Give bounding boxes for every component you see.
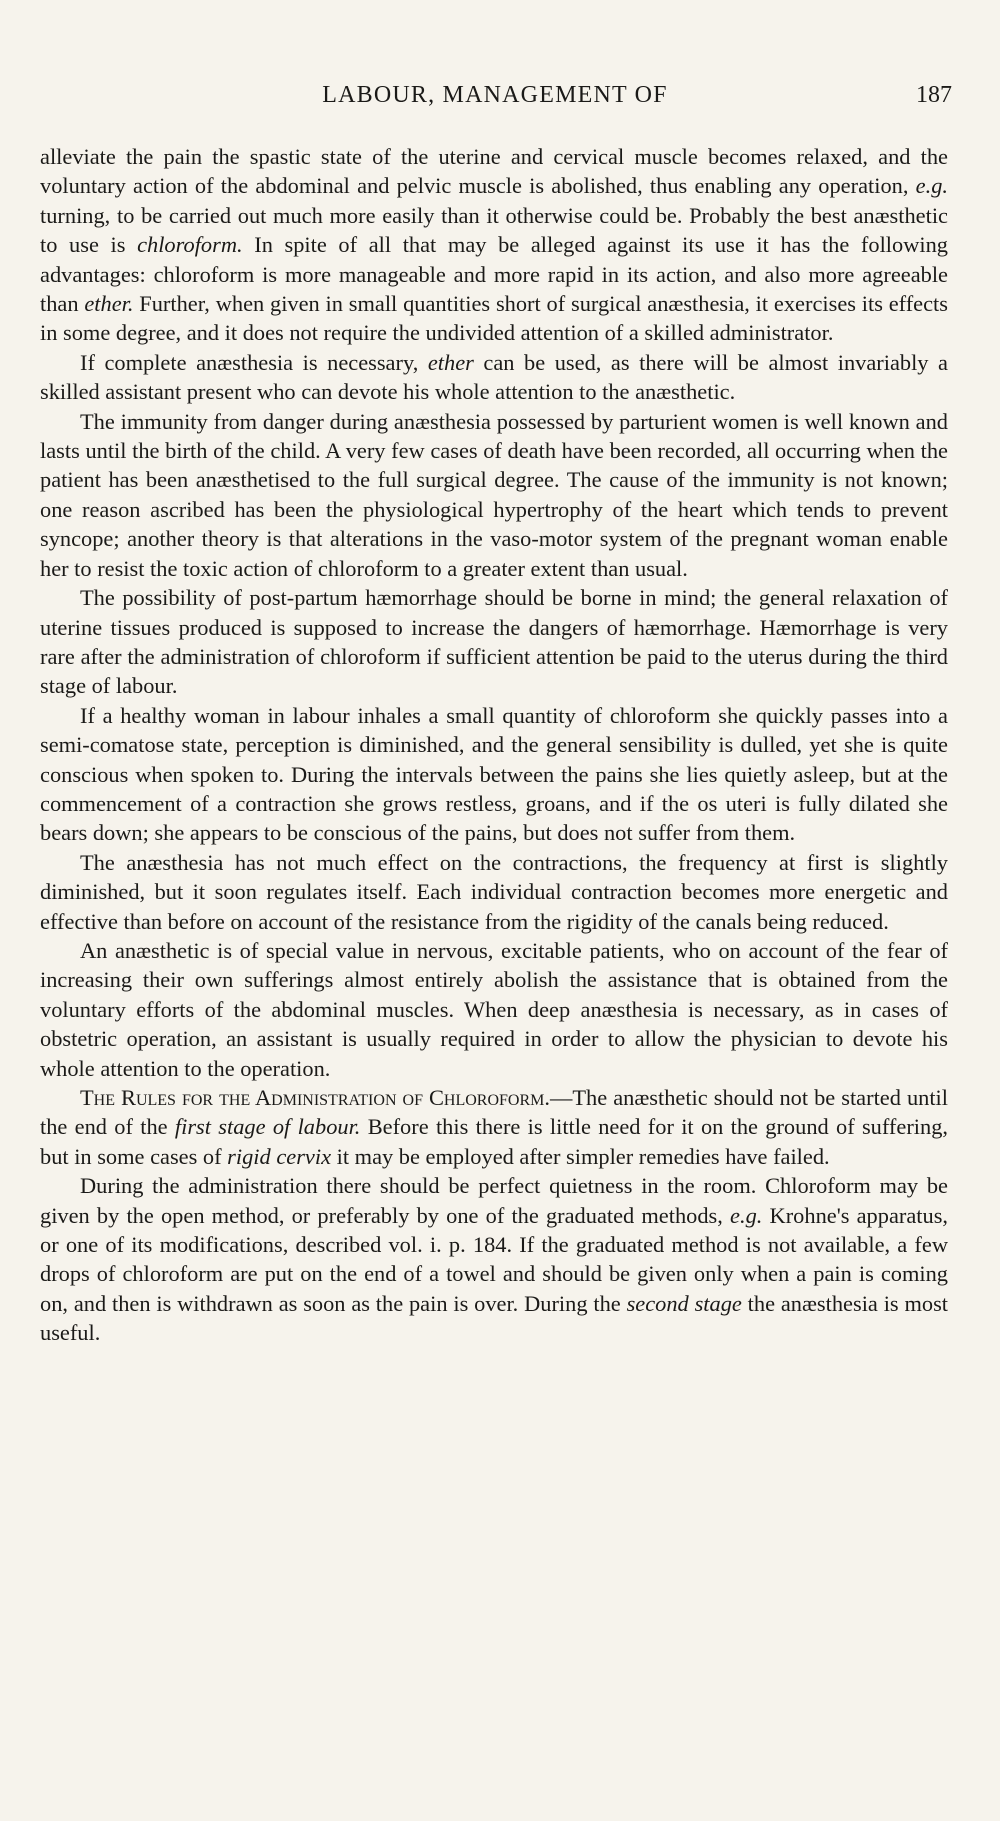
- section-heading: The Rules for the Administration of Chloroform.: [80, 1085, 550, 1110]
- text-run: the anæsthesia is most useful.: [40, 1290, 949, 1346]
- text-run: alleviate the pain the spastic state of the uterine and cervical muscle becomes relaxed, and the voluntary action of the abdominal and pelvic muscle is abolished, thus enabling any operation,: [40, 144, 948, 199]
- body-text: [40, 142, 948, 1348]
- italic-text: e.g.: [915, 173, 948, 199]
- text-run: Krohne's apparatus, or one of its modifications, described vol. i. p. 184. If the graduated method is not available, a few drops of chloroform are put on the end of a towel and should be given only when a pain is coming on, and then is withdrawn as soon as the pain is over. During the: [40, 1202, 949, 1316]
- paragraph: [40, 848, 948, 936]
- text-run: Further, when given in small quantities short of surgical anæsthesia, it exercises its effects in some degree, and it does not require the undivided attention of a skilled administrator.: [40, 291, 948, 346]
- text-run: —The anæsthetic should not be started until the end of the: [40, 1085, 948, 1140]
- text-run: The anæsthesia has not much effect on the contractions, the frequency at first is slightly diminished, but it soon regulates itself. Each individual contraction becomes more energetic and effective than before on account of the resistance from the rigidity of the canals being reduced.: [40, 849, 948, 934]
- page-header: [38, 82, 952, 118]
- text-run: can be used, as there will be almost invariably a skilled assistant present who can devote his whole attention to the anæsthetic.: [40, 349, 948, 405]
- running-head: LABOUR, MANAGEMENT OF: [322, 82, 668, 108]
- italic-text: ether.: [84, 291, 134, 317]
- paragraph: [40, 701, 948, 848]
- italic-text: second stage: [626, 1290, 742, 1316]
- text-run: If complete anæsthesia is necessary,: [80, 349, 428, 375]
- text-run: Before this there is little need for it on the ground of suffering, but in some cases of: [40, 1114, 948, 1169]
- text-run: During the administration there should be perfect quietness in the room. Chloroform may be given by the open method, or preferably by one of the graduated methods,: [40, 1173, 948, 1228]
- text-run: The immunity from danger during anæsthesia possessed by parturient women is well known and lasts until the birth of the child. A very few cases of death have been recorded, all occurring when the patient has been anæsthetised to the full surgical degree. The cause of the immunity is not known; one reason ascribed has been the physiological hypertrophy of the heart which tends to prevent syncope; another theory is that alterations in the vaso-motor system of the pregnant woman enable her to resist the toxic action of chloroform to a greater extent than usual.: [40, 408, 948, 581]
- italic-text: rigid cervix: [227, 1143, 332, 1169]
- italic-text: chloroform.: [137, 232, 243, 258]
- paragraph: [40, 142, 948, 348]
- text-run: An anæsthetic is of special value in nervous, excitable patients, who on account of the fear of increasing their own sufferings almost entirely abolish the assistance that is obtained from the voluntary efforts of the abdominal muscles. When deep anæsthesia is necessary, as in cases of obstetric operation, an assistant is usually required in order to allow the physician to devote his whole attention to the operation.: [40, 937, 948, 1081]
- text-run: In spite of all that may be alleged against its use it has the following advantages: chloroform is more manageable and more rapid in its action, and also more agreeable than: [40, 232, 948, 317]
- text-run: turning, to be carried out much more easily than it otherwise could be. Probably the best anæsthetic to use is: [40, 202, 948, 258]
- paragraph: [40, 407, 948, 583]
- text-run: If a healthy woman in labour inhales a small quantity of chloroform she quickly passes into a semi-comatose state, perception is diminished, and the general sensibility is dulled, yet she is quite conscious when spoken to. During the intervals between the pains she lies quietly asleep, but at the commencement of a contraction she grows restless, groans, and if the os uteri is fully dilated she bears down; she appears to be conscious of the pains, but does not suffer from them.: [40, 702, 948, 846]
- text-run: it may be employed after simpler remedies have failed.: [331, 1143, 830, 1169]
- italic-text: e.g.: [730, 1202, 763, 1228]
- paragraph: [40, 348, 948, 407]
- paragraph: [40, 1171, 948, 1347]
- text-run: The possibility of post-partum hæmorrhage should be borne in mind; the general relaxation of uterine tissues produced is supposed to increase the dangers of hæmorrhage. Hæmorrhage is very rare after the administration of chloroform if sufficient attention be paid to the uterus during the third stage of labour.: [40, 585, 948, 699]
- paragraph: [40, 583, 948, 701]
- italic-text: ether: [427, 349, 474, 375]
- paragraph: [40, 1083, 948, 1171]
- italic-text: first stage of labour.: [174, 1114, 361, 1140]
- page-number: 187: [916, 82, 952, 108]
- paragraph: [40, 936, 948, 1083]
